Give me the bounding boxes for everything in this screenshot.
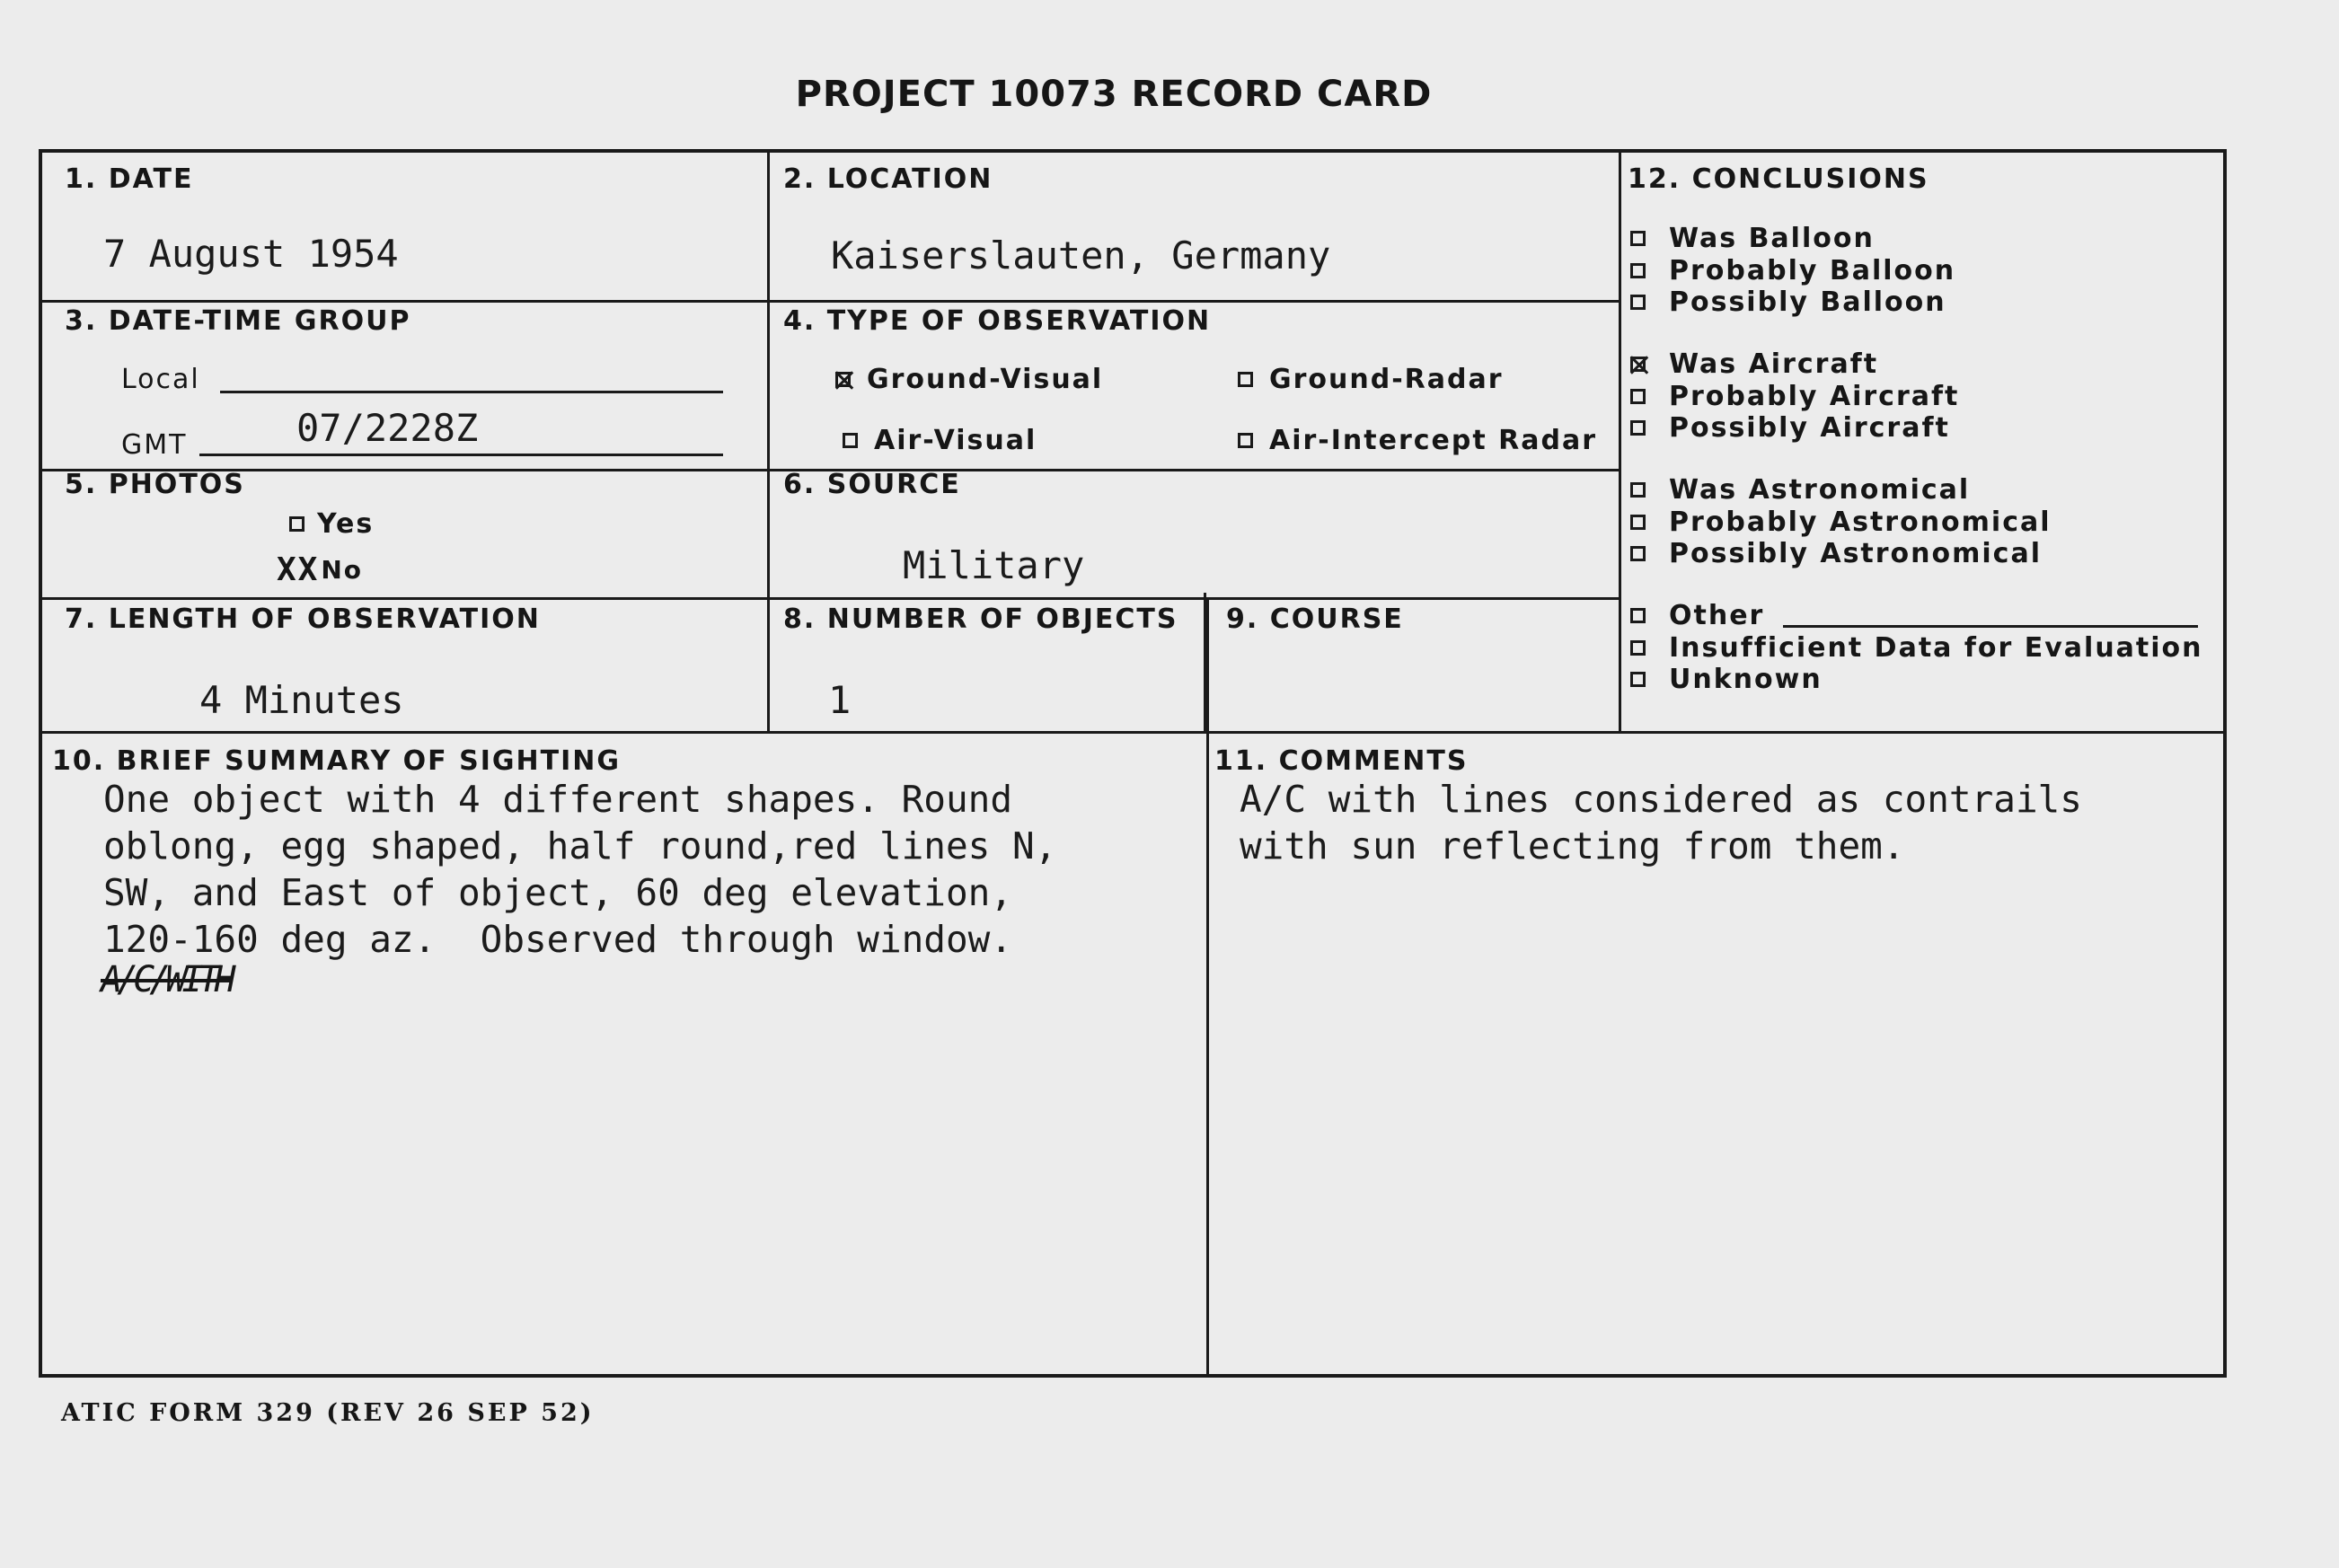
summary-line: oblong, egg shaped, half round,red lines N,	[103, 824, 1057, 868]
obs-option-label: Air-Intercept Radar	[1269, 425, 1597, 456]
other-field[interactable]	[1783, 625, 2198, 628]
form-number: ATIC FORM 329 (REV 26 SEP 52)	[61, 1399, 595, 1427]
length-value: 4 Minutes	[199, 678, 404, 722]
obs-option-air-visual[interactable]	[843, 425, 1037, 456]
length-label: 7. LENGTH OF OBSERVATION	[65, 603, 541, 635]
comments-label: 11. COMMENTS	[1214, 745, 1469, 777]
checkbox-icon[interactable]	[1630, 640, 1646, 656]
conclusion-was-aircraft[interactable]	[1630, 348, 1878, 380]
comments-line: A/C with lines considered as contrails	[1240, 778, 2082, 821]
divider	[42, 300, 1619, 303]
conclusion-label: Probably Balloon	[1669, 255, 1956, 286]
obs-option-ground-radar[interactable]	[1238, 364, 1504, 395]
dtg-gmt-field	[199, 454, 723, 456]
divider	[1206, 597, 1209, 1378]
conclusion-insufficient-data[interactable]	[1630, 632, 2203, 664]
checkbox-icon[interactable]	[1630, 672, 1646, 687]
date-label: 1. DATE	[65, 163, 194, 195]
divider	[1619, 153, 1621, 731]
checkbox-icon[interactable]	[1238, 433, 1253, 448]
source-label: 6. SOURCE	[783, 469, 961, 500]
checkbox-checked-icon[interactable]	[1630, 357, 1646, 372]
dtg-local-label: Local	[121, 364, 200, 395]
divider	[767, 153, 770, 731]
checkbox-checked-icon[interactable]	[835, 372, 851, 387]
obs-option-label: Ground-Visual	[867, 364, 1104, 395]
conclusion-possibly-astronomical[interactable]	[1630, 538, 2042, 569]
conclusion-label: Was Astronomical	[1669, 474, 1971, 506]
photos-label: 5. PHOTOS	[65, 469, 245, 500]
conclusion-label: Possibly Astronomical	[1669, 538, 2042, 569]
dtg-gmt-value: 07/2228Z	[296, 406, 479, 450]
checkbox-icon[interactable]	[1630, 546, 1646, 561]
comments-line: with sun reflecting from them.	[1240, 824, 1905, 868]
obs-option-label: Ground-Radar	[1269, 364, 1504, 395]
obs-option-ground-visual[interactable]	[835, 364, 1103, 395]
conclusion-was-astronomical[interactable]	[1630, 474, 1970, 506]
checkbox-icon[interactable]	[1630, 515, 1646, 530]
conclusion-was-balloon[interactable]	[1630, 223, 1875, 254]
checkbox-icon[interactable]	[843, 433, 858, 448]
obs-option-air-intercept-radar[interactable]	[1238, 425, 1597, 456]
course-label: 9. COURSE	[1226, 603, 1404, 635]
photos-option-no[interactable]	[277, 551, 363, 588]
checkbox-icon[interactable]	[1630, 295, 1646, 310]
conclusion-label: Other	[1669, 600, 1765, 631]
location-label: 2. LOCATION	[783, 163, 993, 195]
photos-no-label: No	[321, 555, 364, 585]
checkbox-icon[interactable]	[1630, 231, 1646, 246]
divider	[42, 731, 2225, 734]
dtg-local-field	[220, 391, 723, 393]
divider	[1204, 593, 1206, 732]
num-objects-value: 1	[828, 678, 852, 722]
obs-option-label: Air-Visual	[874, 425, 1037, 456]
card-title: PROJECT 10073 RECORD CARD	[795, 74, 1433, 115]
conclusion-label: Probably Astronomical	[1669, 507, 2052, 538]
conclusion-probably-astronomical[interactable]	[1630, 507, 2052, 538]
conclusions-label: 12. CONCLUSIONS	[1628, 163, 1929, 195]
summary-line: 120-160 deg az. Observed through window.	[103, 918, 1013, 961]
divider	[42, 597, 1619, 600]
conclusion-possibly-balloon[interactable]	[1630, 286, 1946, 318]
conclusion-label: Probably Aircraft	[1669, 381, 1960, 412]
typed-x-mark-icon[interactable]: XX	[277, 551, 320, 588]
conclusion-label: Was Aircraft	[1669, 348, 1879, 380]
conclusion-label: Unknown	[1669, 664, 1823, 695]
summary-line: SW, and East of object, 60 deg elevation,	[103, 871, 1013, 914]
checkbox-icon[interactable]	[1630, 420, 1646, 436]
checkbox-icon[interactable]	[1630, 608, 1646, 623]
source-value: Military	[903, 543, 1085, 587]
photos-option-yes[interactable]	[289, 508, 374, 540]
conclusion-probably-balloon[interactable]	[1630, 255, 1955, 286]
conclusion-label: Was Balloon	[1669, 223, 1875, 254]
conclusion-label: Possibly Balloon	[1669, 286, 1946, 318]
conclusion-probably-aircraft[interactable]	[1630, 381, 1959, 412]
checkbox-icon[interactable]	[1630, 482, 1646, 498]
photos-yes-label: Yes	[317, 508, 375, 540]
summary-label: 10. BRIEF SUMMARY OF SIGHTING	[52, 745, 621, 777]
dtg-gmt-label: GMT	[121, 429, 188, 461]
conclusion-unknown[interactable]	[1630, 664, 1823, 695]
date-value: 7 August 1954	[103, 232, 399, 276]
conclusion-label: Insufficient Data for Evaluation	[1669, 632, 2203, 664]
checkbox-icon[interactable]	[1238, 372, 1253, 387]
observation-type-label: 4. TYPE OF OBSERVATION	[783, 305, 1212, 337]
checkbox-icon[interactable]	[1630, 389, 1646, 404]
conclusion-possibly-aircraft[interactable]	[1630, 412, 1950, 444]
conclusion-other[interactable]	[1630, 600, 1764, 631]
location-value: Kaiserslauten, Germany	[831, 233, 1331, 277]
summary-line: One object with 4 different shapes. Round	[103, 778, 1013, 821]
dtg-label: 3. DATE-TIME GROUP	[65, 305, 411, 337]
checkbox-icon[interactable]	[1630, 263, 1646, 278]
num-objects-label: 8. NUMBER OF OBJECTS	[783, 603, 1178, 635]
checkbox-icon[interactable]	[289, 516, 305, 532]
struck-out-text: A/C/WITH	[101, 959, 231, 1000]
conclusion-label: Possibly Aircraft	[1669, 412, 1950, 444]
